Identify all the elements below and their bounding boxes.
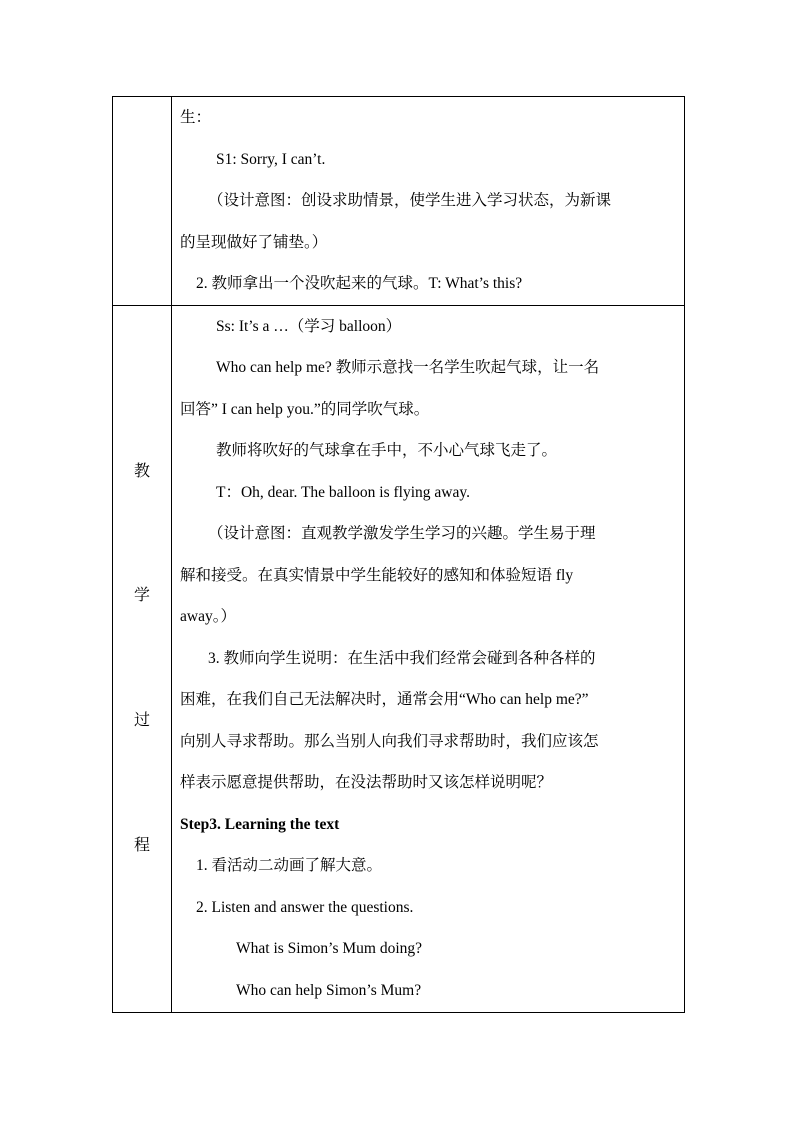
text-line: 2. 教师拿出一个没吹起来的气球。T: What’s this? [196,275,523,292]
text-line: 3. 教师向学生说明：在生活中我们经常会碰到各种各样的 [208,649,596,667]
text-line: What is Simon’s Mum doing? [236,940,422,957]
text-line: T：Oh, dear. The balloon is flying away. [216,483,470,501]
text-line: 解和接受。在真实情景中学生能较好的感知和体验短语 fly [180,566,574,584]
side-label-cell [113,305,172,1012]
text-line: Ss: It’s a …（学习 balloon） [216,317,402,335]
text-line: Who can help Simon’s Mum? [236,981,422,999]
side-label-char: 学 [133,586,150,604]
content-cell [172,97,685,306]
text-line: （设计意图：创设求助情景，使学生进入学习状态，为新课 [208,192,612,209]
text-line: 的呈现做好了铺垫。） [180,233,328,251]
text-line: 回答” I can help you.”的同学吹气球。 [180,400,430,418]
side-label-cell-empty [113,97,172,306]
table-row [113,305,685,1012]
text-line: away。） [180,608,236,625]
table-row [113,97,685,306]
text-line: 生： [180,109,212,126]
step-heading: Step3. Learning the text [180,815,340,833]
text-line: 2. Listen and answer the questions. [196,898,414,916]
content-cell [172,305,685,1012]
lesson-plan-table [112,96,685,1013]
text-line: 样表示愿意提供帮助，在没法帮助时又该怎样说明呢？ [180,774,553,791]
text-line: Who can help me? 教师示意找一名学生吹起气球，让一名 [216,359,600,376]
text-line: 教师将吹好的气球拿在手中，不小心气球飞走了。 [216,442,558,459]
text-line: 向别人寻求帮助。那么当别人向我们寻求帮助时，我们应该怎 [180,732,599,750]
side-label-char: 程 [133,836,150,854]
side-label-char: 过 [133,711,150,729]
text-line: 困难，在我们自己无法解决时，通常会用“Who can help me?” [180,691,589,708]
text-line: （设计意图：直观教学激发学生学习的兴趣。学生易于理 [208,525,596,542]
text-line: 1. 看活动二动画了解大意。 [196,857,383,874]
text-line: S1: Sorry, I can’t. [216,150,326,168]
side-label-char: 教 [133,462,150,480]
